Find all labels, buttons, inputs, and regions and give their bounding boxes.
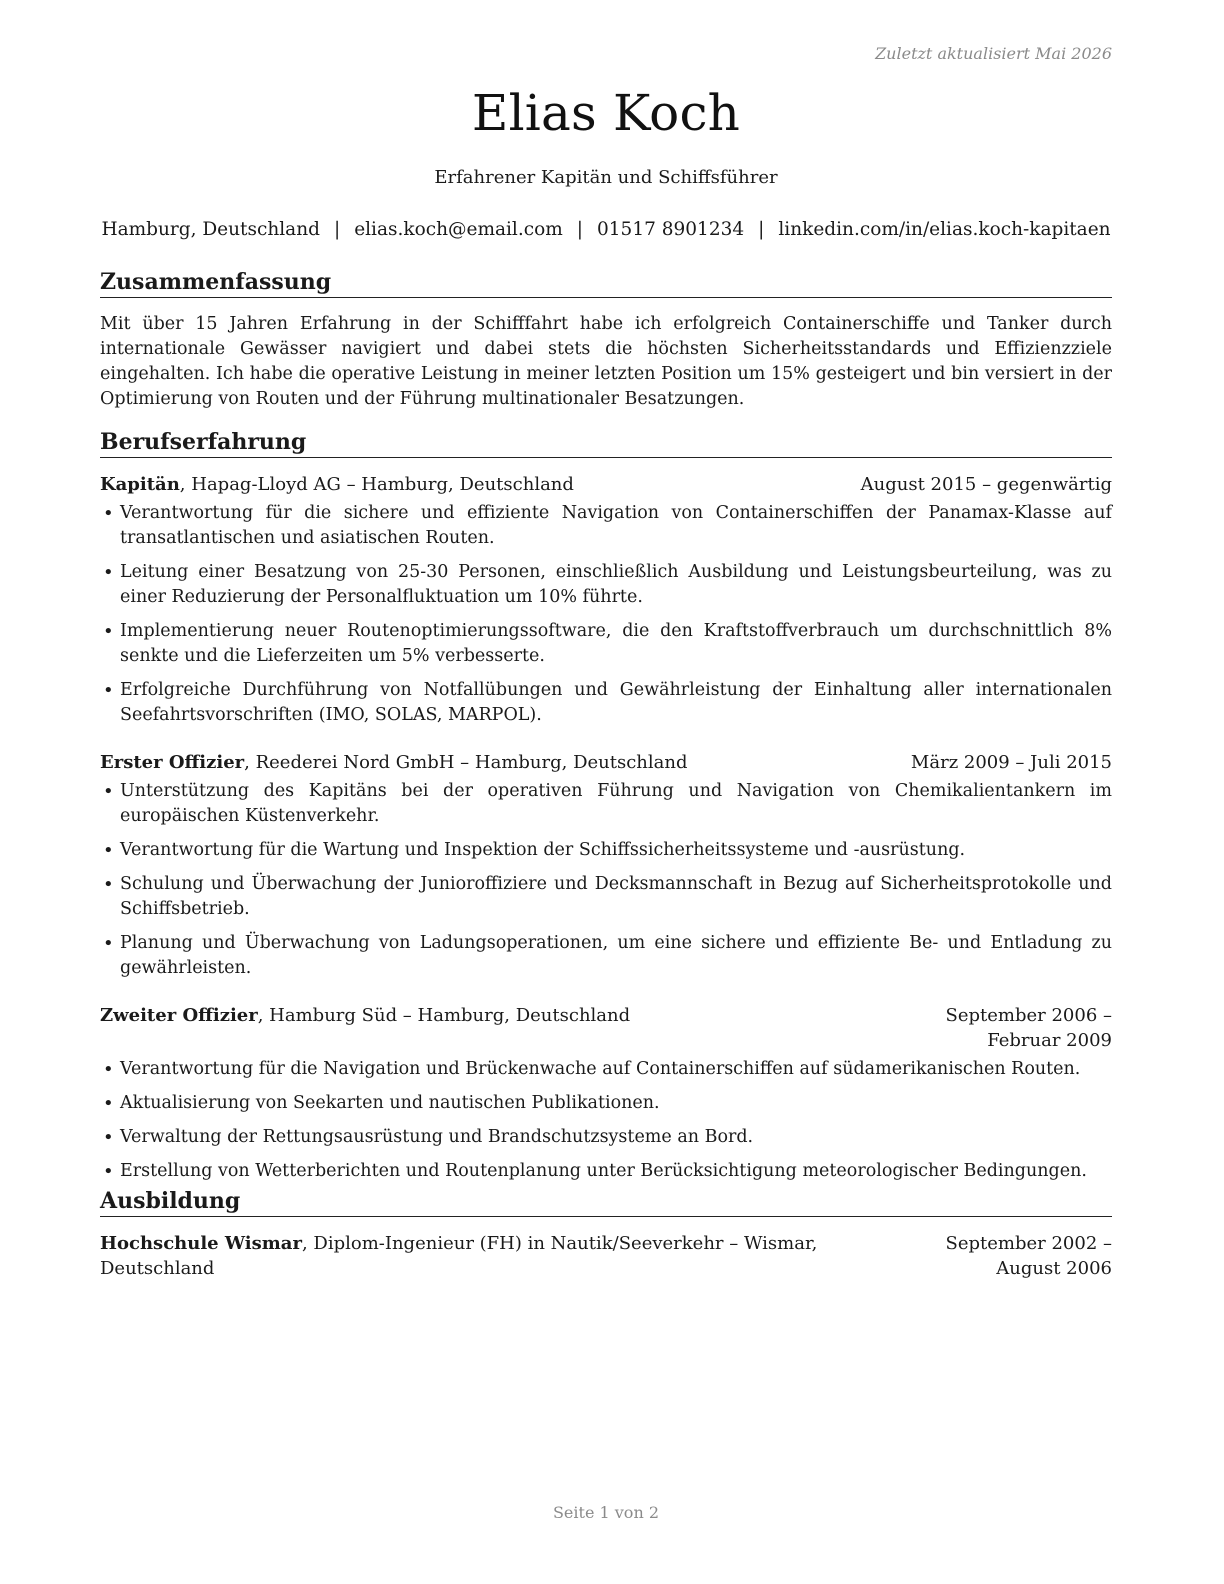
job-dates: August 2015 – gegenwärtig xyxy=(860,474,1112,495)
list-item: • Planung und Überwachung von Ladungsoperationen, um eine sichere und effiziente Be- und Entladung zu gewährleisten. xyxy=(100,931,1112,981)
job-company: , Hapag-Lloyd AG – Hamburg, Deutschland xyxy=(179,474,574,495)
education-section xyxy=(100,1187,1112,1281)
summary-section xyxy=(100,268,1112,412)
page-number: Seite 1 von 2 xyxy=(552,1503,660,1522)
job-dates: September 2006 – Februar 2009 xyxy=(945,1005,1112,1051)
list-item: • Verantwortung für die Wartung und Inspektion der Schiffssicherheitssysteme und -ausrüstung. xyxy=(100,838,1112,863)
list-item: • Implementierung neuer Routenoptimierungssoftware, die den Kraftstoffverbrauch um durchschnittlich 8% senkte und die Lieferzeiten um 5% verbesserte. xyxy=(100,619,1112,669)
list-item: • Leitung einer Besatzung von 25-30 Personen, einschließlich Ausbildung und Leistungsbeurteilung, was zu einer Reduzierung der Personalfluktuation um 10% führte. xyxy=(100,560,1112,610)
job-entry xyxy=(100,1003,1112,1184)
list-item: • Verwaltung der Rettungsausrüstung und Brandschutzsysteme an Bord. xyxy=(100,1125,1112,1150)
list-item: • Erstellung von Wetterberichten und Routenplanung unter Berücksichtigung meteorologischer Bedingungen. xyxy=(100,1159,1112,1184)
contact-separator: | xyxy=(758,219,765,240)
summary-text: Mit über 15 Jahren Erfahrung in der Schifffahrt habe ich erfolgreich Containerschiffe und Tanker durch internationale Gewässer navigiert und dabei stets die höchsten Sicherheitsstandards und Effizienzziele eingehalten. Ich habe die operative Leistung in meiner letzten Position um 15% gesteigert und bin versiert in der Optimierung von Routen und der Führung multinationaler Besatzungen. xyxy=(100,314,1112,409)
job-entry xyxy=(100,750,1112,981)
last-updated: Zuletzt aktualisiert Mai 2026 xyxy=(875,44,1112,63)
education-school: Hochschule Wismar xyxy=(100,1233,302,1254)
resume-page xyxy=(100,0,1112,1584)
job-header xyxy=(100,750,1112,775)
education-entry xyxy=(100,1231,1112,1281)
list-item: • Schulung und Überwachung der Junioroffiziere und Decksmannschaft in Bezug auf Sicherheitsprotokolle und Schiffsbetrieb. xyxy=(100,872,1112,922)
education-dates: September 2002 – August 2006 xyxy=(945,1233,1112,1279)
job-entry xyxy=(100,472,1112,728)
section-title-education: Ausbildung xyxy=(100,1187,1112,1217)
job-bullets xyxy=(100,501,1112,728)
list-item: • Verantwortung für die Navigation und Brückenwache auf Containerschiffen auf südamerikanischen Routen. xyxy=(100,1057,1112,1082)
experience-section xyxy=(100,428,1112,1206)
job-header xyxy=(100,472,1112,497)
list-item: • Aktualisierung von Seekarten und nautischen Publikationen. xyxy=(100,1091,1112,1116)
job-header xyxy=(100,1003,1112,1053)
list-item: • Unterstützung des Kapitäns bei der operativen Führung und Navigation von Chemikalientankern im europäischen Küstenverkehr. xyxy=(100,779,1112,829)
job-company: , Hamburg Süd – Hamburg, Deutschland xyxy=(257,1005,631,1026)
section-title-experience: Berufserfahrung xyxy=(100,428,1112,458)
contact-linkedin[interactable]: linkedin.com/in/elias.koch-kapitaen xyxy=(778,219,1111,240)
section-title-summary: Zusammenfassung xyxy=(100,268,1112,298)
contact-separator: | xyxy=(576,219,584,240)
contact-email[interactable]: elias.koch@email.com xyxy=(354,219,563,240)
list-item: • Erfolgreiche Durchführung von Notfallübungen und Gewährleistung der Einhaltung aller internationalen Seefahrtsvorschriften (IMO, SOLAS, MARPOL). xyxy=(100,678,1112,728)
candidate-name: Elias Koch xyxy=(471,84,741,142)
job-company: , Reederei Nord GmbH – Hamburg, Deutschland xyxy=(244,752,688,773)
job-bullets xyxy=(100,779,1112,981)
job-bullets xyxy=(100,1057,1112,1184)
job-dates: März 2009 – Juli 2015 xyxy=(910,752,1112,773)
list-item: • Verantwortung für die sichere und effiziente Navigation von Containerschiffen der Panamax-Klasse auf transatlantischen und asiatischen Routen. xyxy=(100,501,1112,551)
education-degree: , Diplom-Ingenieur (FH) in Nautik/Seeverkehr – Wismar, Deutschland xyxy=(100,1233,818,1279)
candidate-tagline: Erfahrener Kapitän und Schiffsführer xyxy=(434,167,778,188)
contact-location: Hamburg, Deutschland xyxy=(101,219,320,240)
contact-separator: | xyxy=(333,219,341,240)
job-role: Erster Offizier xyxy=(100,752,245,773)
contact-line xyxy=(100,219,1112,240)
job-role: Zweiter Offizier xyxy=(100,1005,258,1026)
contact-phone[interactable]: 01517 8901234 xyxy=(597,219,745,240)
job-role: Kapitän xyxy=(100,474,180,495)
